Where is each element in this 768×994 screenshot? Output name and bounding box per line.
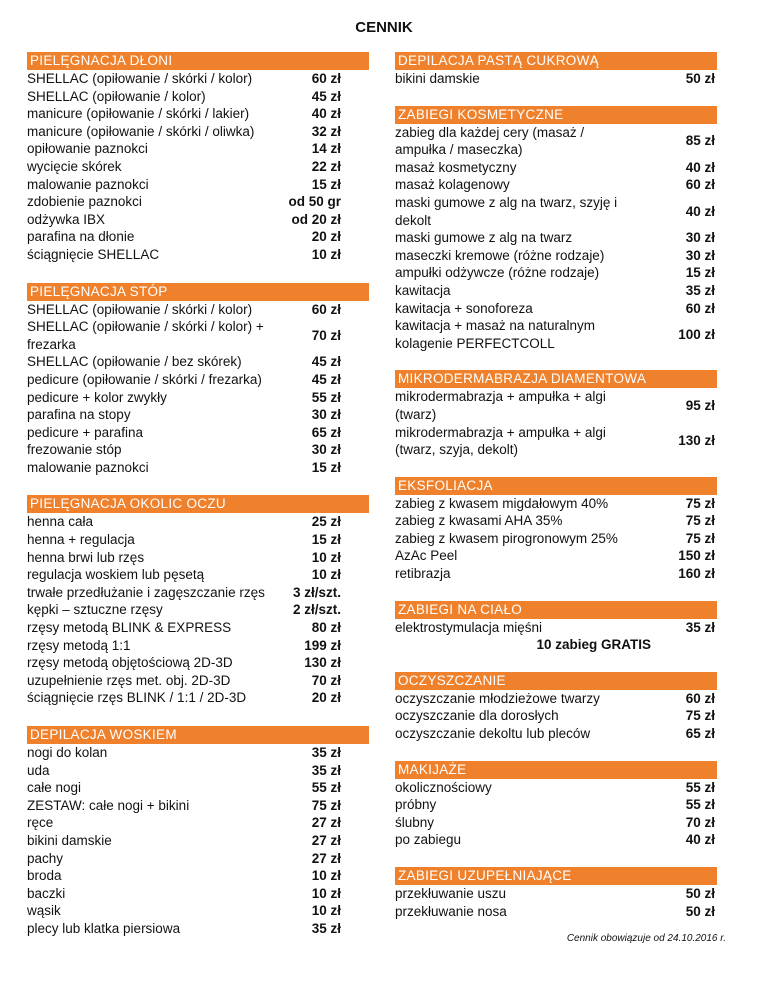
section-oczyszczanie [395,672,717,743]
service-price: 40 zł [311,106,341,122]
price-row [395,159,717,177]
service-price: 30 zł [685,230,715,246]
price-row [395,176,717,194]
service-price: 130 zł [304,655,341,671]
price-row [395,512,717,530]
service-price: 80 zł [311,620,341,636]
service-name: SHELLAC (opiłowanie / skórki / kolor) [27,71,253,86]
service-name: okolicznościowy [395,779,492,795]
price-row [27,744,369,762]
service-name: opiłowanie paznokci [27,141,148,157]
service-name: zabieg dla każdej cery (masaż / ampułka / maseczka) [395,124,585,158]
service-name: rzęsy metodą BLINK & EXPRESS [27,620,232,636]
price-row [395,388,717,423]
section-header: DEPILACJA WOSKIEM [27,726,369,744]
service-name: henna brwi lub rzęs [27,549,145,565]
service-name: malowanie paznokci [27,176,149,192]
price-row [395,70,717,88]
section-makijaze [395,761,717,849]
service-price: 45 zł [311,88,341,104]
service-name: SHELLAC (opiłowanie / skórki / kolor) [27,301,253,317]
price-row [27,619,369,637]
price-row [27,885,369,903]
price-row [27,228,369,246]
price-row [27,654,369,672]
service-name: przekłuwanie nosa [395,903,507,919]
service-price: 70 zł [311,327,341,343]
service-name: zabieg z kwasem migdałowym 40% [395,495,609,511]
service-price: 15 zł [311,176,341,192]
service-name: uda [27,762,50,778]
service-price: 65 zł [685,726,715,742]
service-name: uzupełnienie rzęs met. obj. 2D-3D [27,672,231,688]
service-price: 25 zł [311,514,341,530]
service-name: plecy lub klatka piersiowa [27,920,181,936]
price-row [27,193,369,211]
service-name: wąsik [27,903,61,919]
price-row [27,672,369,690]
section-header: OCZYSZCZANIE [395,672,717,690]
section-header: PIELĘGNACJA OKOLIC OCZU [27,495,369,513]
service-price: 27 zł [311,850,341,866]
section-zabiegi-uzupelniajace [395,867,717,920]
service-price: 50 zł [685,903,715,919]
price-row [27,424,369,442]
service-price: 35 zł [685,282,715,298]
service-price: 40 zł [685,832,715,848]
service-name: baczki [27,885,66,901]
service-price: 20 zł [311,690,341,706]
price-row [27,814,369,832]
service-price: 70 zł [311,672,341,688]
service-price: 35 zł [311,762,341,778]
right-column [395,52,717,938]
service-name: broda [27,868,62,884]
service-price: 30 zł [685,247,715,263]
service-name: przekłuwanie uszu [395,886,507,901]
price-row [27,601,369,619]
service-name: henna + regulacja [27,532,135,548]
service-name: masaż kosmetyczny [395,159,517,175]
price-row [395,300,717,318]
price-row [395,814,717,832]
service-name: ampułki odżywcze (różne rodzaje) [395,265,600,281]
service-price: 50 zł [685,886,715,901]
service-price: 15 zł [311,459,341,475]
service-price: 15 zł [311,532,341,548]
service-price: 27 zł [311,832,341,848]
price-row [27,123,369,141]
price-row [395,779,717,797]
service-name: AzAc Peel [395,548,458,564]
price-row [27,105,369,123]
page-title: CENNIK [355,19,413,36]
service-price: 60 zł [685,690,715,706]
service-price: 14 zł [311,141,341,157]
price-row [395,903,717,921]
service-name: pachy [27,850,64,866]
price-row [395,424,717,459]
service-price: 100 zł [678,326,715,342]
price-row [27,371,369,389]
section-pielegnacja-okolic-oczu [27,495,369,707]
section-depilacja-woskiem [27,726,369,938]
price-row [27,70,369,88]
service-price: 55 zł [685,797,715,813]
service-price: 35 zł [311,745,341,760]
service-name: oczyszczanie dekoltu lub pleców [395,726,591,742]
service-name: oczyszczanie dla dorosłych [395,708,559,724]
service-name: parafina na dłonie [27,229,135,245]
price-row [395,619,717,637]
service-price: 35 zł [685,619,715,635]
service-name: maseczki kremowe (różne rodzaje) [395,247,605,263]
price-row [27,389,369,407]
price-row [27,140,369,158]
price-row [27,850,369,868]
price-row [27,459,369,477]
service-name: mikrodermabrazja + ampułka + algi (twarz, szyja, dekolt) [395,424,606,458]
price-row [395,565,717,583]
service-price: 130 zł [678,433,715,449]
service-price: 55 zł [685,779,715,795]
service-price: 40 zł [685,203,715,219]
service-price: 75 zł [311,797,341,813]
service-price: 70 zł [685,814,715,830]
price-row [27,867,369,885]
service-price: 60 zł [685,300,715,316]
section-header: PIELĘGNACJA STÓP [27,283,369,301]
price-row [27,301,369,319]
service-name: ZESTAW: całe nogi + bikini [27,797,190,813]
service-price: 20 zł [311,229,341,245]
service-name: henna cała [27,514,94,530]
service-name: bikini damskie [27,832,112,848]
service-name: manicure (opiłowanie / skórki / lakier) [27,106,250,122]
service-name: odżywka IBX [27,211,106,227]
service-price: 75 zł [685,708,715,724]
price-row [395,264,717,282]
section-pielegnacja-dloni [27,52,369,264]
price-row [27,689,369,707]
price-row [395,547,717,565]
service-price: 45 zł [311,371,341,387]
service-name: SHELLAC (opiłowanie / bez skórek) [27,354,242,370]
service-price: 30 zł [311,442,341,458]
service-price: 10 zł [311,885,341,901]
price-row [395,194,717,229]
service-price: 50 zł [685,71,715,86]
service-name: manicure (opiłowanie / skórki / oliwka) [27,123,255,139]
service-price: 10 zł [311,246,341,262]
price-row [27,566,369,584]
service-name: masaż kolagenowy [395,177,510,193]
service-name: retibrazja [395,566,451,582]
section-header: DEPILACJA PASTĄ CUKROWĄ [395,52,717,70]
price-row [27,318,369,353]
service-name: po zabiegu [395,832,462,848]
section-depilacja-pasta-cukrowa [395,52,717,88]
price-row [27,637,369,655]
service-name: malowanie paznokci [27,459,149,475]
service-price: 75 zł [685,495,715,511]
service-name: zabieg z kwasami AHA 35% [395,513,563,529]
section-header: ZABIEGI UZUPEŁNIAJĄCE [395,867,717,885]
section-eksfoliacja [395,477,717,583]
service-price: 60 zł [685,177,715,193]
service-name: rzęsy metodą 1:1 [27,637,131,653]
service-name: parafina na stopy [27,407,131,423]
service-price: 60 zł [311,71,341,86]
price-row [27,531,369,549]
section-header: EKSFOLIACJA [395,477,717,495]
service-price: 22 zł [311,158,341,174]
price-row [27,832,369,850]
price-row [27,211,369,229]
price-row [27,353,369,371]
price-row [27,920,369,938]
service-price: 85 zł [685,133,715,149]
price-row [395,690,717,708]
service-name: zdobienie paznokci [27,194,142,210]
service-price: 75 zł [685,530,715,546]
section-pielegnacja-stop [27,283,369,477]
service-price: 15 zł [685,265,715,281]
service-name: elektrostymulacja mięśni [395,619,543,635]
price-row [395,725,717,743]
service-price: 60 zł [311,301,341,317]
service-name: ściągnięcie SHELLAC [27,246,160,262]
section-header: MAKIJAŻE [395,761,717,779]
service-name: SHELLAC (opiłowanie / kolor) [27,88,206,104]
price-row [27,246,369,264]
section-zabiegi-na-cialo [395,601,717,654]
service-price: 55 zł [311,780,341,796]
section-header: MIKRODERMABRAZJA DIAMENTOWA [395,370,717,388]
service-name: nogi do kolan [27,745,108,760]
price-row [395,247,717,265]
price-row [27,88,369,106]
promo-note: 10 zabieg GRATIS [536,637,651,653]
section-zabiegi-kosmetyczne [395,106,717,353]
service-name: ściągnięcie rzęs BLINK / 1:1 / 2D-3D [27,690,247,706]
service-price: 32 zł [311,123,341,139]
service-name: próbny [395,797,437,813]
price-row [27,513,369,531]
service-price: 65 zł [311,424,341,440]
service-price: 45 zł [311,354,341,370]
price-row [395,796,717,814]
section-mikrodermabrazja-diamentowa [395,370,717,458]
service-price: 35 zł [311,920,341,936]
service-name: ręce [27,815,54,831]
service-name: maski gumowe z alg na twarz, szyję i dekolt [395,194,618,228]
service-name: pedicure + kolor zwykły [27,389,167,405]
service-name: SHELLAC (opiłowanie / skórki / kolor) + frezarka [27,319,264,352]
price-row [27,797,369,815]
service-name: zabieg z kwasem pirogronowym 25% [395,530,618,546]
service-price: 55 zł [311,389,341,405]
service-name: kawitacja + masaż na naturalnym kolagenie PERFECTCOLL [395,318,595,351]
service-price: 30 zł [311,407,341,423]
service-name: bikini damskie [395,71,480,86]
service-price: 160 zł [678,566,715,582]
price-row [395,831,717,849]
section-header: ZABIEGI KOSMETYCZNE [395,106,717,124]
service-name: pedicure + parafina [27,424,143,440]
price-row [395,229,717,247]
service-name: oczyszczanie młodzieżowe twarzy [395,690,600,706]
service-name: kępki – sztuczne rzęsy [27,602,163,618]
service-name: ślubny [395,814,435,830]
price-row [395,885,717,903]
price-row [395,124,717,159]
section-header: PIELĘGNACJA DŁONI [27,52,369,70]
service-price: 3 zł/szt. [292,584,341,600]
service-name: maski gumowe z alg na twarz [395,230,573,246]
service-name: kawitacja + sonoforeza [395,300,533,316]
service-price: od 50 gr [288,194,341,210]
price-row [27,762,369,780]
left-column [27,52,369,957]
price-row [27,902,369,920]
price-row [395,282,717,300]
price-row [27,549,369,567]
service-price: 2 zł/szt. [292,602,341,618]
price-row [395,707,717,725]
service-price: 10 zł [311,903,341,919]
price-row [27,158,369,176]
service-price: 27 zł [311,815,341,831]
service-price: 10 zł [311,567,341,583]
price-row [27,176,369,194]
service-price: 95 zł [685,398,715,414]
service-price: 75 zł [685,513,715,529]
service-name: pedicure (opiłowanie / skórki / frezarka) [27,371,262,387]
service-name: frezowanie stóp [27,442,122,458]
service-price: 10 zł [311,868,341,884]
service-price: 40 zł [685,159,715,175]
price-row [395,530,717,548]
service-name: kawitacja [395,282,451,298]
service-name: mikrodermabrazja + ampułka + algi (twarz) [395,389,606,422]
service-name: całe nogi [27,780,82,796]
price-row [395,317,717,352]
price-row [27,584,369,602]
service-price: 10 zł [311,549,341,565]
service-name: rzęsy metodą objętościową 2D-3D [27,655,233,671]
price-row [27,441,369,459]
price-row [395,495,717,513]
service-name: trwałe przedłużanie i zagęszczanie rzęs [27,584,265,600]
service-name: regulacja woskiem lub pęsetą [27,567,205,583]
service-price: 199 zł [304,637,341,653]
service-price: 150 zł [678,548,715,564]
service-name: wycięcie skórek [27,158,122,174]
validity-note: Cennik obowiązuje od 24.10.2016 r. [566,933,726,944]
section-header: ZABIEGI NA CIAŁO [395,601,717,619]
service-price: od 20 zł [291,211,341,227]
price-row [27,406,369,424]
price-row [27,779,369,797]
